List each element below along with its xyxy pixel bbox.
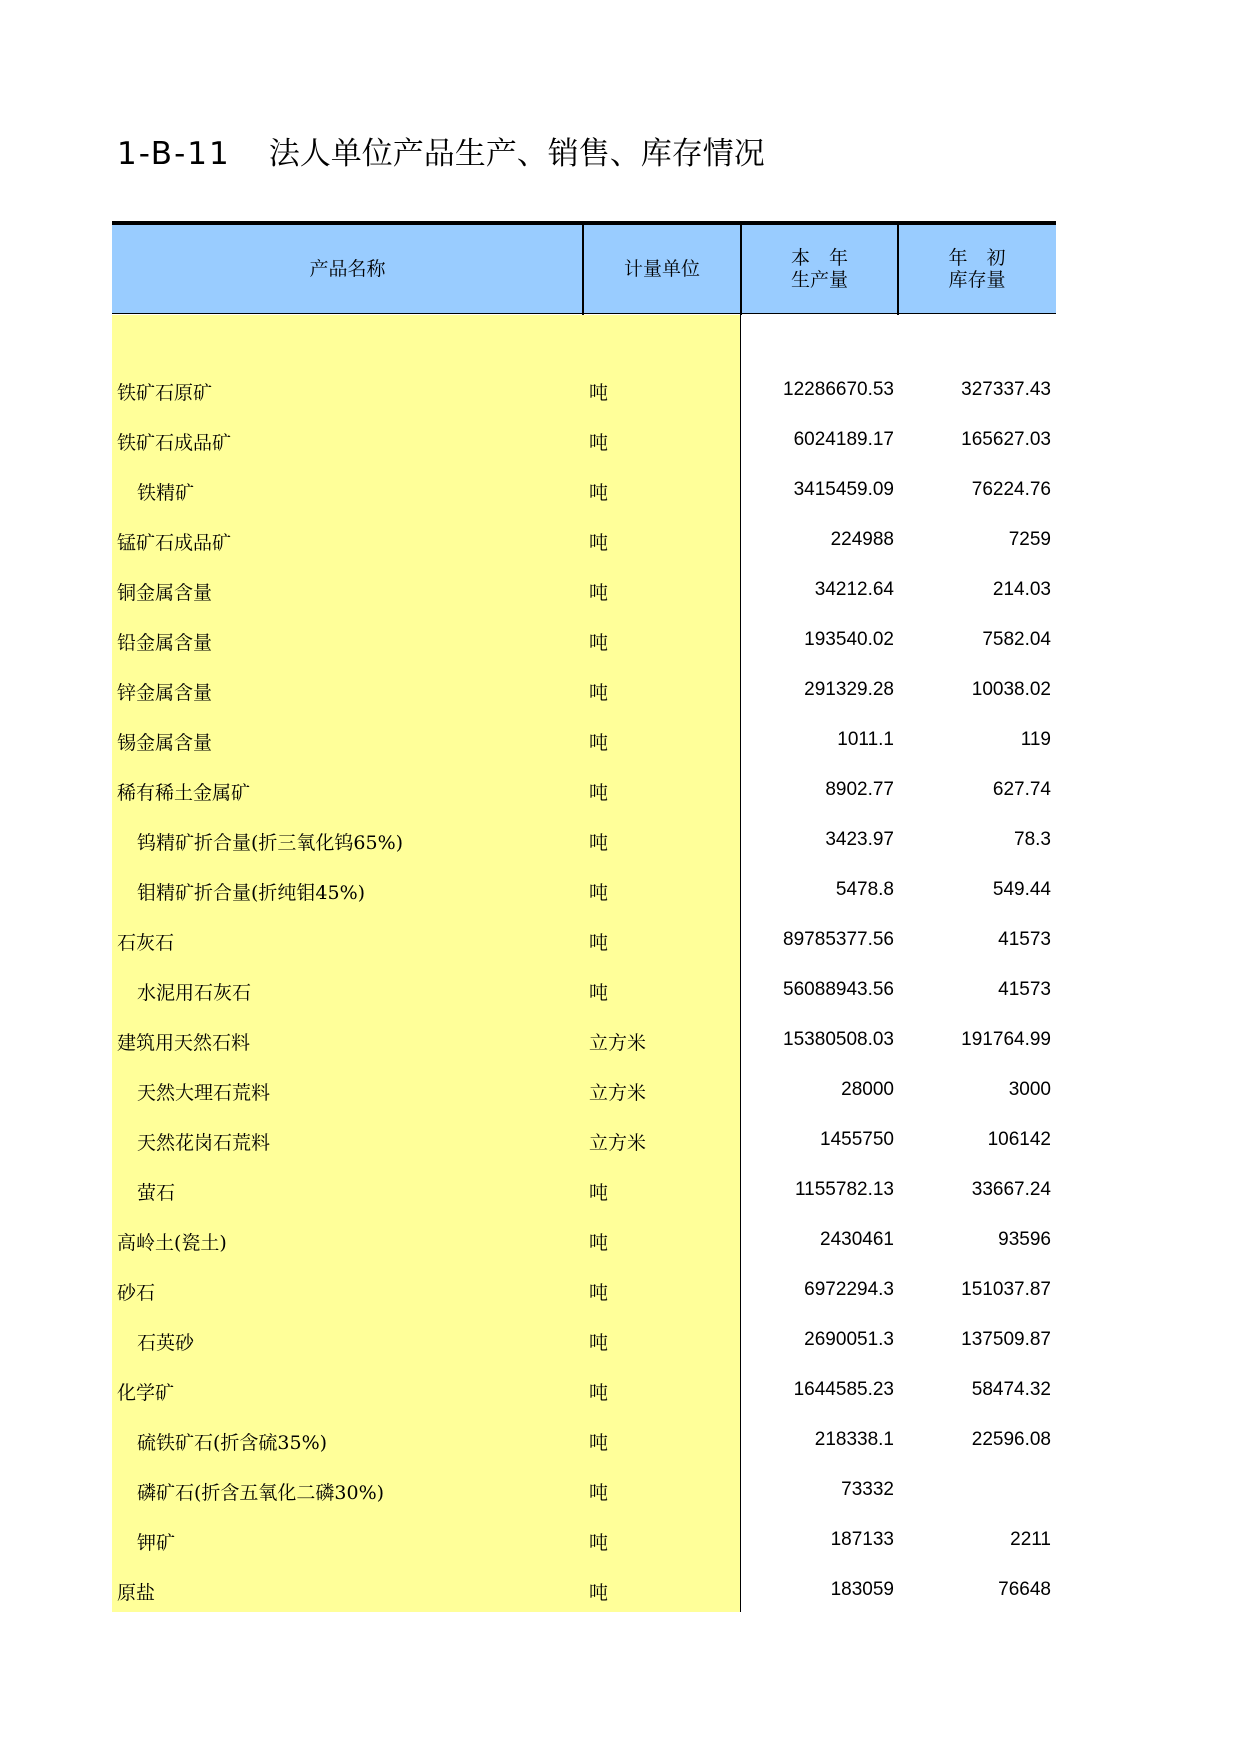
unit: 吨	[589, 682, 609, 704]
production-value: 34212.64	[814, 579, 894, 600]
product-name: 建筑用天然石料	[117, 1032, 251, 1054]
stock-value: 549.44	[992, 879, 1051, 900]
production-value: 89785377.56	[783, 929, 894, 950]
stock-value: 165627.03	[961, 429, 1051, 450]
product-name: 铁矿石成品矿	[117, 432, 232, 454]
header-product-name: 产品名称	[112, 225, 583, 314]
production-value: 193540.02	[804, 629, 894, 650]
production-value: 291329.28	[804, 679, 894, 700]
stock-value: 58474.32	[971, 1379, 1051, 1400]
product-name: 钾矿	[137, 1532, 176, 1554]
table-row	[112, 464, 1056, 514]
page-title	[117, 128, 765, 173]
product-name: 钨精矿折合量(折三氧化钨65%)	[137, 832, 404, 854]
stock-value: 78.3	[1014, 829, 1051, 850]
production-value: 5478.8	[835, 879, 894, 900]
product-name: 钼精矿折合量(折纯钼45%)	[137, 882, 366, 904]
unit: 吨	[589, 732, 609, 754]
production-value: 218338.1	[814, 1429, 894, 1450]
header-unit: 计量单位	[583, 225, 741, 314]
unit: 立方米	[589, 1032, 647, 1054]
production-value: 1155782.13	[795, 1179, 894, 1200]
product-name: 砂石	[117, 1282, 156, 1304]
stock-value: 191764.99	[961, 1029, 1051, 1050]
product-name: 铜金属含量	[117, 582, 213, 604]
product-name: 高岭土(瓷土)	[117, 1232, 227, 1254]
unit: 吨	[589, 1432, 609, 1454]
product-name: 锡金属含量	[117, 732, 213, 754]
stock-value: 2211	[1010, 1529, 1051, 1550]
table-row	[112, 1064, 1056, 1114]
table-row	[112, 714, 1056, 764]
unit: 吨	[589, 1282, 609, 1304]
table-row	[112, 814, 1056, 864]
unit: 吨	[589, 1532, 609, 1554]
divider	[897, 225, 899, 315]
product-name: 稀有稀土金属矿	[117, 782, 251, 804]
table-row	[112, 1564, 1056, 1614]
unit: 立方米	[589, 1132, 647, 1154]
unit: 吨	[589, 1182, 609, 1204]
product-name: 水泥用石灰石	[137, 982, 252, 1004]
production-value: 224988	[830, 529, 894, 550]
table-row	[112, 1214, 1056, 1264]
unit: 吨	[589, 432, 609, 454]
product-name: 化学矿	[117, 1382, 175, 1404]
table-row	[112, 1314, 1056, 1364]
table-row	[112, 1414, 1056, 1464]
unit: 吨	[589, 832, 609, 854]
stock-value: 106142	[987, 1129, 1051, 1150]
stock-value: 7259	[1008, 529, 1051, 550]
table-row	[112, 414, 1056, 464]
production-value: 1011.1	[837, 729, 894, 750]
production-value: 73332	[841, 1479, 894, 1500]
unit: 吨	[589, 382, 609, 404]
production-value: 187133	[830, 1529, 894, 1550]
production-value: 1455750	[820, 1129, 894, 1150]
production-value: 56088943.56	[783, 979, 894, 1000]
product-name: 石灰石	[117, 932, 175, 954]
stock-value: 7582.04	[982, 629, 1051, 650]
divider	[740, 225, 742, 315]
table-row	[112, 914, 1056, 964]
unit: 吨	[589, 882, 609, 904]
production-value: 1644585.23	[793, 1379, 894, 1400]
table-row	[112, 1264, 1056, 1314]
table-row	[112, 1114, 1056, 1164]
product-name: 石英砂	[137, 1332, 195, 1354]
production-value: 6972294.3	[804, 1279, 894, 1300]
table-title: 法人单位产品生产、销售、库存情况	[268, 136, 765, 172]
unit: 吨	[589, 482, 609, 504]
unit: 吨	[589, 782, 609, 804]
stock-value: 33667.24	[971, 1179, 1051, 1200]
divider	[582, 225, 584, 315]
table-row	[112, 514, 1056, 564]
product-name: 原盐	[117, 1582, 156, 1604]
stock-value: 41573	[998, 929, 1051, 950]
product-name: 锰矿石成品矿	[117, 532, 232, 554]
production-value: 15380508.03	[783, 1029, 894, 1050]
product-name: 磷矿石(折含五氧化二磷30%)	[137, 1482, 385, 1504]
table-code: 1-B-11	[117, 136, 231, 172]
stock-value: 214.03	[992, 579, 1051, 600]
table-row	[112, 614, 1056, 664]
production-value: 183059	[830, 1579, 894, 1600]
production-value: 28000	[841, 1079, 894, 1100]
production-value: 3423.97	[825, 829, 894, 850]
product-name: 铁矿石原矿	[117, 382, 213, 404]
unit: 吨	[589, 932, 609, 954]
stock-value: 22596.08	[971, 1429, 1051, 1450]
unit: 吨	[589, 632, 609, 654]
stock-value: 327337.43	[961, 379, 1051, 400]
product-name: 硫铁矿石(折含硫35%)	[137, 1432, 328, 1454]
table-row	[112, 764, 1056, 814]
table-row	[112, 664, 1056, 714]
production-value: 12286670.53	[783, 379, 894, 400]
stock-value: 3000	[1008, 1079, 1051, 1100]
stock-value: 151037.87	[961, 1279, 1051, 1300]
production-value: 6024189.17	[793, 429, 894, 450]
unit: 吨	[589, 982, 609, 1004]
table-row	[112, 1364, 1056, 1414]
table-row	[112, 864, 1056, 914]
table-row	[112, 1014, 1056, 1064]
production-value: 3415459.09	[793, 479, 894, 500]
stock-value: 137509.87	[961, 1329, 1051, 1350]
production-value: 2690051.3	[804, 1329, 894, 1350]
table-row	[112, 1164, 1056, 1214]
product-name: 天然花岗石荒料	[137, 1132, 271, 1154]
table-row	[112, 564, 1056, 614]
stock-value: 76648	[998, 1579, 1051, 1600]
table-row	[112, 364, 1056, 414]
stock-value: 93596	[998, 1229, 1051, 1250]
stock-value: 119	[1020, 729, 1051, 750]
table-row	[112, 1514, 1056, 1564]
unit: 吨	[589, 582, 609, 604]
unit: 吨	[589, 1582, 609, 1604]
product-name: 锌金属含量	[117, 682, 213, 704]
stock-value: 10038.02	[971, 679, 1051, 700]
production-value: 2430461	[820, 1229, 894, 1250]
header-stock: 年 初 库存量	[898, 225, 1056, 314]
unit: 吨	[589, 1332, 609, 1354]
unit: 吨	[589, 1482, 609, 1504]
unit: 立方米	[589, 1082, 647, 1104]
unit: 吨	[589, 532, 609, 554]
table-row	[112, 1464, 1056, 1514]
header-production: 本 年 生产量	[741, 225, 898, 314]
product-name: 铁精矿	[137, 482, 195, 504]
table-row	[112, 964, 1056, 1014]
product-name: 铅金属含量	[117, 632, 213, 654]
production-value: 8902.77	[825, 779, 894, 800]
stock-value: 627.74	[992, 779, 1051, 800]
stock-value: 41573	[998, 979, 1051, 1000]
unit: 吨	[589, 1382, 609, 1404]
stock-value: 76224.76	[971, 479, 1051, 500]
product-name: 萤石	[137, 1182, 176, 1204]
unit: 吨	[589, 1232, 609, 1254]
product-name: 天然大理石荒料	[137, 1082, 271, 1104]
